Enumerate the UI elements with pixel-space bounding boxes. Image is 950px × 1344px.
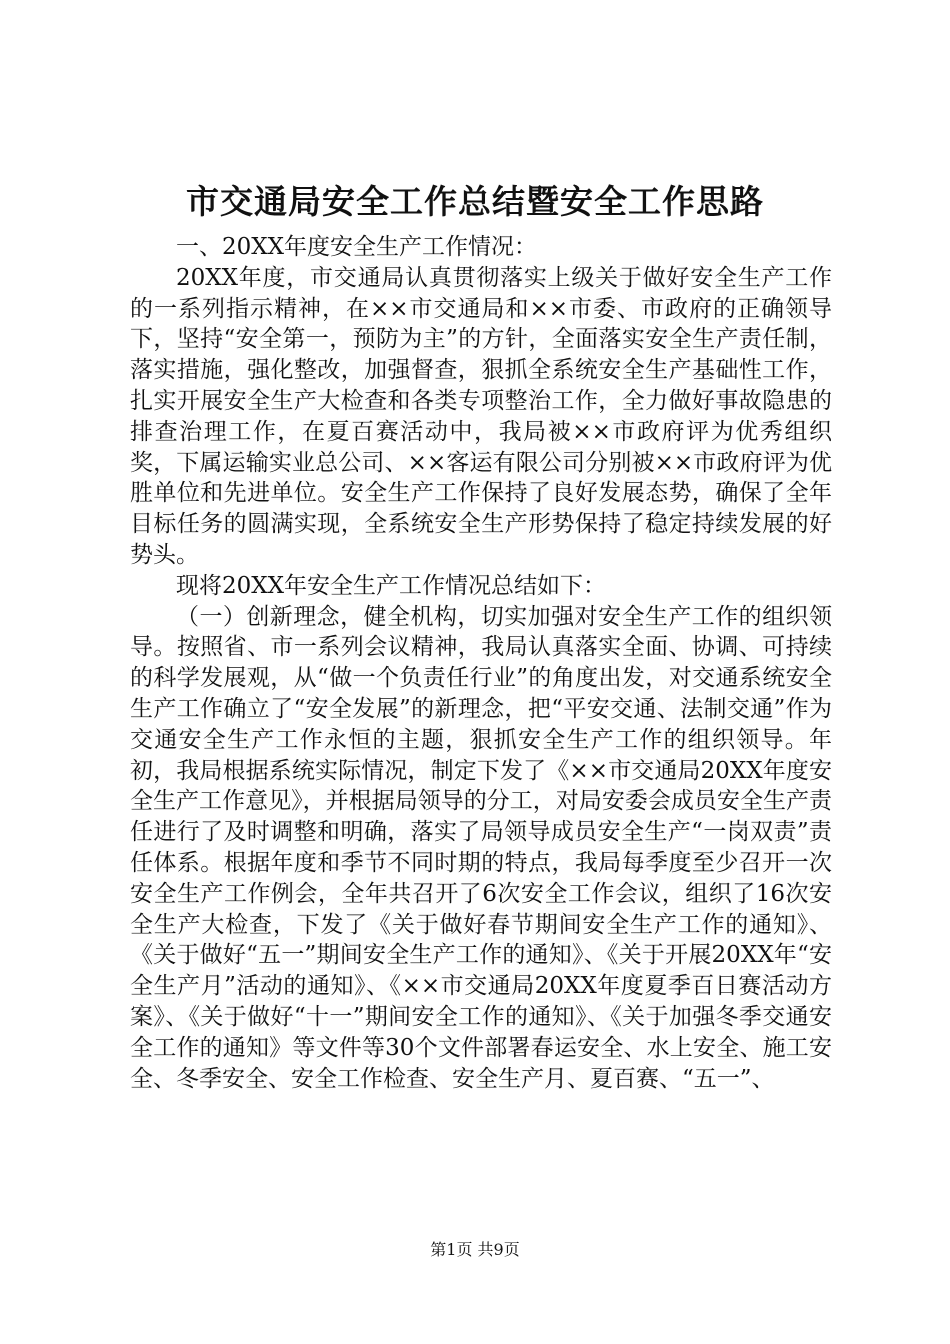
paragraph: （一）创新理念，健全机构，切实加强对安全生产工作的组织领导。按照省、市一系列会议精神，我局认真落实全面、协调、可持续的科学发展观，从“做一个负责任行业”的角度出发，对交通系统安全生产工作确立了“安全发展”的新理念，把“平安交通、法制交通”作为交通安全生产工作永恒的主题，狠抓安全生产工作的组织领导。年初，我局根据系统实际情况，制定下发了《××市交通局20XX年度安全生产工作意见》，并根据局领导的分工，对局安委会成员安全生产责任进行了及时调整和明确，落实了局领导成员安全生产“一岗双责”责任体系。根据年度和季节不同时期的特点，我局每季度至少召开一次安全生产工作例会，全年共召开了6次安全工作会议，组织了16次安全生产大检查，下发了《关于做好春节期间安全生产工作的通知》、《关于做好“五一”期间安全生产工作的通知》、《关于开展20XX年“安全生产月”活动的通知》、《××市交通局20XX年度夏季百日赛活动方案》、《关于做好“十一”期间安全工作的通知》、《关于加强冬季交通安全工作的通知》等文件等30个文件部署春运安全、水上安全、施工安全、冬季安全、安全工作检查、安全生产月、夏百赛、“五一”、 — [130, 603, 832, 1092]
document-title: 市交通局安全工作总结暨安全工作思路 — [186, 182, 764, 221]
paragraph: 20XX年度，市交通局认真贯彻落实上级关于做好安全生产工作的一系列指示精神，在××市交通局和××市委、市政府的正确领导下，坚持“安全第一，预防为主”的方针，全面落实安全生产责任制，落实措施，强化整改，加强督查，狠抓全系统安全生产基础性工作，扎实开展安全生产大检查和各类专项整治工作，全力做好事故隐患的排查治理工作，在夏百赛活动中，我局被××市政府评为优秀组织奖，下属运输实业总公司、××客运有限公司分别被××市政府评为优胜单位和先进单位。安全生产工作保持了良好发展态势，确保了全年目标任务的圆满实现，全系统安全生产形势保持了稳定持续发展的好势头。 — [130, 264, 832, 568]
section-heading: 一、20XX年度安全生产工作情况： — [176, 234, 538, 260]
document-body — [130, 232, 832, 1094]
paragraph: 现将20XX年安全生产工作情况总结如下： — [176, 572, 607, 599]
page-number-footer: 第1页 共9页 — [430, 1240, 520, 1259]
